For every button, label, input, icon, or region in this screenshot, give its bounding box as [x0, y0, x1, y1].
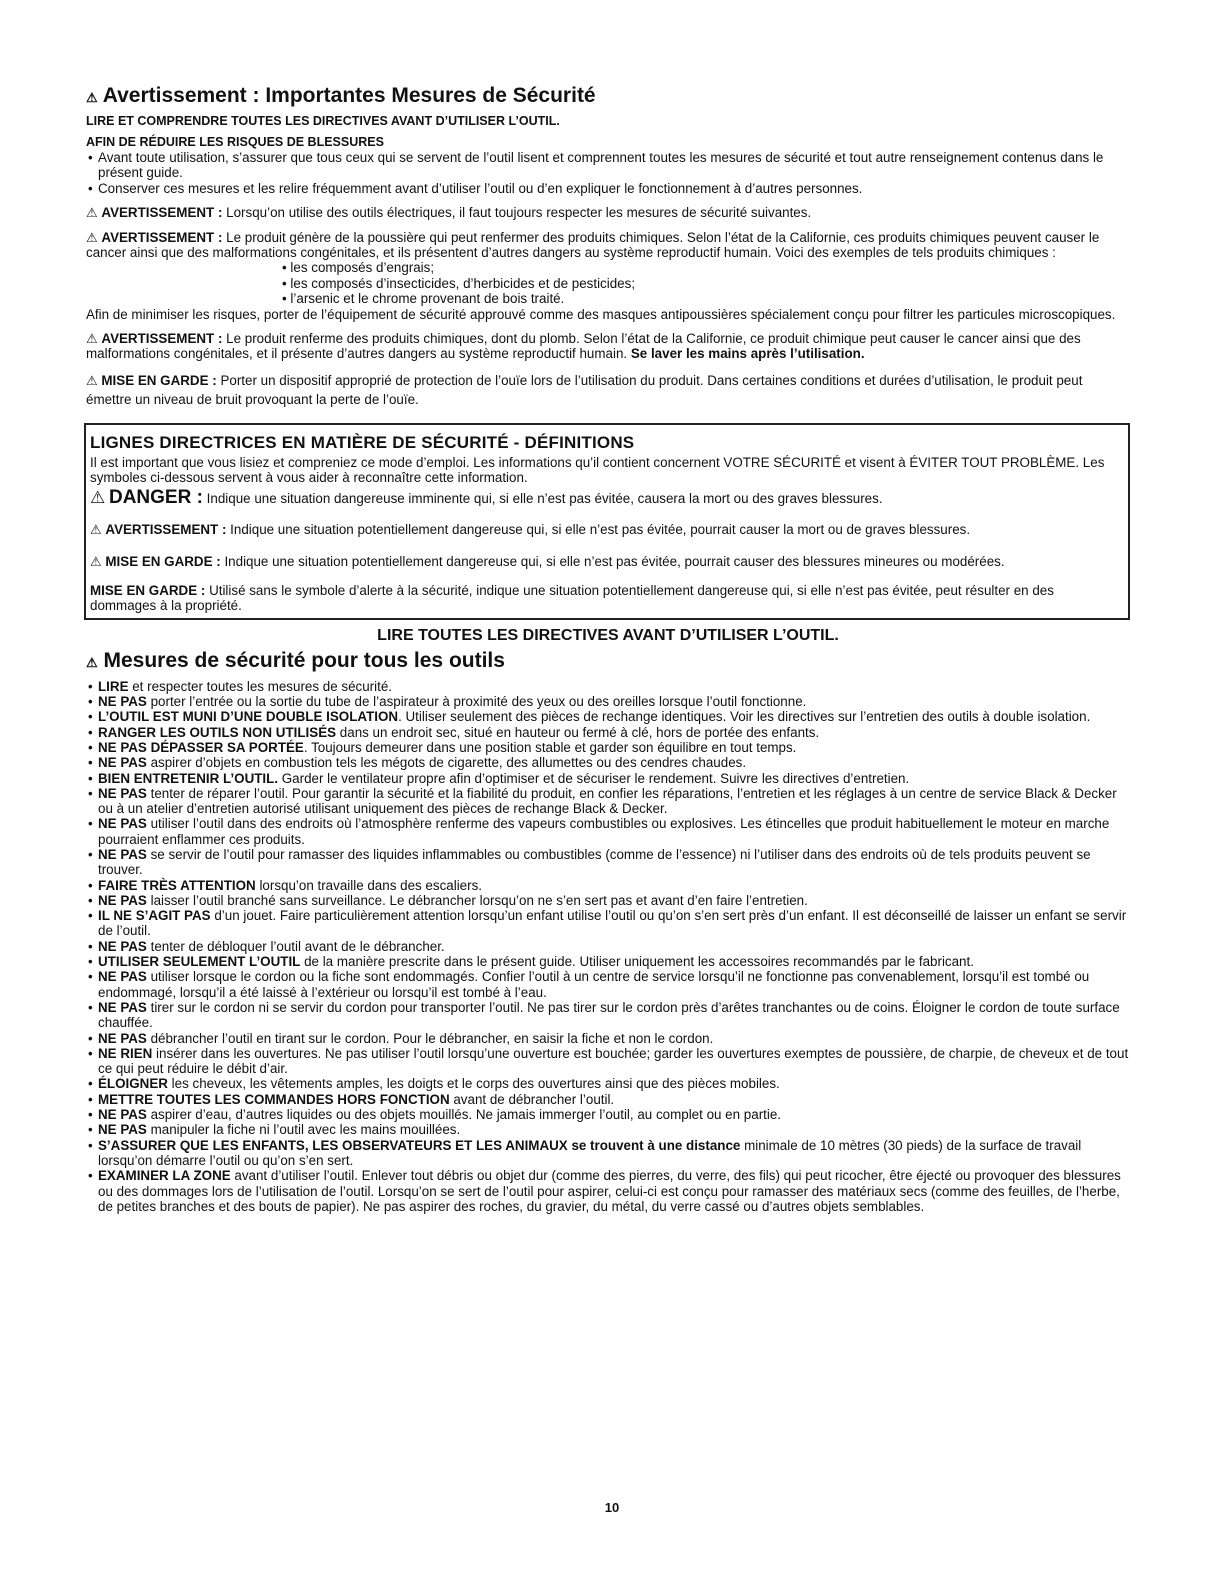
list-item [86, 1122, 1130, 1137]
rule-keyword: EXAMINER LA ZONE [98, 1168, 231, 1184]
rule-text: d’un jouet. Faire particulièrement attention lorsqu’un enfant utilise l’outil ou qu’on s’en sert près d’un enfant. Il est déconseillé de laisser un enfant se servir de l’outil. [98, 908, 1127, 939]
list-item [86, 1046, 1130, 1077]
rule-text: aspirer d’eau, d’autres liquides ou des objets mouillés. Ne jamais immerger l’outil, au complet ou en partie. [146, 1107, 782, 1123]
caution-paragraph [86, 371, 1130, 409]
list-item: • l’arsenic et le chrome provenant de bois traité. [282, 291, 1130, 306]
warning-triangle-icon: ⚠ [86, 229, 98, 245]
list-item [86, 755, 1130, 770]
rule-text: . Toujours demeurer dans une position stable et garder son équilibre en tout temps. [303, 739, 797, 755]
list-item: • Conserver ces mesures et les relire fréquemment avant d’utiliser l’outil ou d’en expliquer le fonctionnement à d’autres personnes. [86, 181, 1130, 196]
read-instructions-heading: LIRE ET COMPRENDRE TOUTES LES DIRECTIVES AVANT D’UTILISER L’OUTIL. [86, 114, 560, 128]
reduce-risk-heading: AFIN DE RÉDUIRE LES RISQUES DE BLESSURES [86, 135, 384, 149]
warning-text: Le produit renferme des produits chimiques, dont du plomb. Selon l’état de la Californie, ce produit chimique peut causer le cancer ainsi que des malformations congénitales, et il présente d’autres dangers au système reproductif humain. [86, 331, 1081, 362]
warning-paragraph [86, 205, 1130, 220]
rule-keyword: NE PAS [98, 892, 147, 908]
list-item [86, 1092, 1130, 1107]
warning-triangle-icon: ⚠ [90, 522, 102, 538]
rule-text: manipuler la fiche ni l’outil avec les mains mouillées. [146, 1122, 461, 1138]
page-title-text: Avertissement : Importantes Mesures de Sécurité [102, 84, 596, 107]
caution-def-text: Indique une situation potentiellement dangereuse qui, si elle n’est pas évitée, pourrait causer des blessures mineures ou modérées. [224, 553, 1005, 569]
rule-text: tenter de réparer l’outil. Pour garantir la sécurité et la fiabilité du produit, en confier les réparations, l’entretien et les réglages à un centre de service Black & Decker ou à un atelier d’entretien autorisé utilisant uniquement des pièces de rechange Black & Decker. [98, 785, 1117, 817]
warning-triangle-icon: ⚠ [86, 372, 98, 388]
manual-page [86, 84, 1130, 1214]
rule-text: tenter de débloquer l’outil avant de le débrancher. [146, 938, 445, 954]
list-item [86, 908, 1130, 939]
list-item [86, 816, 1130, 847]
page-title [86, 84, 1130, 110]
rule-text: porter l’entrée ou la sortie du tube de l’aspirateur à proximité des yeux ou des oreilles lorsque l’outil fonctionne. [146, 694, 807, 710]
list-item [86, 939, 1130, 954]
list-item [86, 725, 1130, 740]
list-item: • les composés d’insecticides, d’herbicides et de pesticides; [282, 276, 1130, 291]
danger-label: DANGER : [108, 486, 203, 508]
rule-text: laisser l’outil branché sans surveillance. Le débrancher lorsqu’on ne s’en sert pas et avant d’en faire l’entretien. [146, 892, 808, 908]
rule-text: tirer sur le cordon ni se servir du cordon pour transporter l’outil. Ne pas tirer sur le cordon près d’arêtes tranchantes ou de coins. Éloigner le cordon de toute surface chauffée. [98, 999, 1120, 1031]
caution-property-label: MISE EN GARDE : [90, 582, 206, 598]
warning-def-label: AVERTISSEMENT : [105, 522, 227, 538]
rule-keyword: L’OUTIL EST MUNI D’UNE DOUBLE ISOLATION [98, 709, 399, 725]
danger-definition [90, 486, 1118, 508]
list-item [86, 679, 1130, 694]
list-item [86, 709, 1130, 724]
list-item [86, 1031, 1130, 1046]
rule-keyword: LIRE [98, 678, 129, 694]
rule-text: Garder le ventilateur propre afin d’optimiser et de sécuriser le rendement. Suivre les directives d’entretien. [278, 770, 910, 786]
list-item [86, 1168, 1130, 1214]
read-all-heading: LIRE TOUTES LES DIRECTIVES AVANT D’UTILISER L’OUTIL. [377, 626, 839, 644]
rule-keyword: METTRE TOUTES LES COMMANDES HORS FONCTION [98, 1091, 450, 1107]
rule-text: avant d’utiliser l’outil. Enlever tout débris ou objet dur (comme des pierres, du verre, des fils) qui peut ricocher, être éjecté ou provoquer des blessures ou des dommages lors de l’utilisation de l’outil. Lorsqu’on se sert de l’outil pour aspirer, celui-ci est conçu pour ramasser des matériaux secs (comme des feuilles, de l’herbe, de petites branches et des bouts de papier). Ne pas aspirer des roches, du gravier, du métal, du verre cassé ou d’autres objets semblables. [98, 1168, 1121, 1214]
list-item [86, 1138, 1130, 1169]
rule-keyword: NE PAS DÉPASSER SA PORTÉE [98, 739, 304, 755]
rule-text: aspirer d’objets en combustion tels les mégots de cigarette, des allumettes ou des cendres chaudes. [146, 755, 747, 771]
rule-keyword: NE PAS [98, 816, 147, 832]
safety-rules-list [86, 679, 1130, 1214]
warning-paragraph [86, 331, 1130, 362]
rule-text: dans un endroit sec, situé en hauteur ou fermé à clé, hors de portée des enfants. [336, 724, 820, 740]
rule-keyword: BIEN ENTRETENIR L’OUTIL. [98, 770, 279, 786]
rule-keyword: NE PAS [98, 755, 147, 771]
rule-keyword: IL NE S’AGIT PAS [98, 908, 211, 924]
warning-triangle-icon: ⚠ [86, 331, 98, 347]
rule-text: lorsqu’on travaille dans des escaliers. [255, 877, 482, 893]
warning-paragraph [86, 230, 1130, 261]
warning-triangle-icon: ⚠ [86, 205, 98, 221]
rule-keyword: RANGER LES OUTILS NON UTILISÉS [98, 724, 337, 740]
warning-label: AVERTISSEMENT : [101, 229, 223, 245]
rule-keyword: UTILISER SEULEMENT L’OUTIL [98, 954, 301, 970]
rule-keyword: NE PAS [98, 846, 147, 862]
caution-definition [90, 554, 1118, 569]
rule-text: débrancher l’outil en tirant sur le cordon. Pour le débrancher, en saisir la fiche et non le cordon. [146, 1030, 714, 1046]
definitions-intro: Il est important que vous lisiez et compreniez ce mode d’emploi. Les informations qu’il contient concernent VOTRE SÉCURITÉ et visent à ÉVITER TOUT PROBLÈME. Les symboles ci-dessous servent à vous aider à reconnaître cette information. [90, 454, 1105, 486]
caution-property-definition [90, 583, 1118, 614]
warning-triangle-icon: ⚠ [86, 90, 98, 105]
rule-text: minimale de 10 mètres (30 pieds) de la surface de travail lorsqu’on démarre l’outil ou qu’on s’en sert. [98, 1137, 1082, 1168]
warning-triangle-icon: ⚠ [90, 487, 106, 507]
rule-keyword: NE RIEN [98, 1045, 153, 1061]
list-item [86, 1107, 1130, 1122]
rule-keyword: NE PAS [98, 785, 147, 801]
rule-keyword: NE PAS [98, 694, 147, 710]
rule-keyword: NE PAS [98, 1107, 147, 1123]
rule-keyword: NE PAS [98, 938, 147, 954]
rule-text: utiliser l’outil dans des endroits où l’atmosphère renferme des vapeurs combustibles ou explosives. Les étincelles que produit habituellement le moteur en marche pourraient enflammer ces produits. [98, 816, 1110, 847]
rule-keyword: FAIRE TRÈS ATTENTION [98, 877, 256, 893]
list-item [86, 694, 1130, 709]
danger-text: Indique une situation dangereuse imminente qui, si elle n’est pas évitée, causera la mort ou des graves blessures. [206, 490, 883, 506]
list-item: • les composés d’engrais; [282, 260, 1130, 275]
page-number: 10 [604, 1500, 620, 1515]
warning-triangle-icon: ⚠ [86, 654, 98, 670]
rule-text: et respecter toutes les mesures de sécurité. [128, 678, 392, 694]
list-item [86, 1000, 1130, 1031]
warning-def-text: Indique une situation potentiellement dangereuse qui, si elle n’est pas évitée, pourrait causer la mort ou de graves blessures. [230, 522, 971, 538]
warning-text: Lorsqu’on utilise des outils électriques, il faut toujours respecter les mesures de sécurité suivantes. [226, 205, 812, 221]
warning-definition [90, 522, 1118, 537]
list-item: • Avant toute utilisation, s’assurer que tous ceux qui se servent de l’outil lisent et comprennent toutes les mesures de sécurité et tout autre renseignement contenus dans le présent guide. [86, 150, 1130, 181]
rule-text: utiliser lorsque le cordon ou la fiche sont endommagés. Confier l’outil à un centre de service lorsqu’il ne fonctionne pas convenablement, lorsqu’il est tombé ou endommagé, lorsqu’il a été laissé à l’extérieur ou lorsqu’il est tombé à l’eau. [98, 969, 1090, 1000]
list-item [86, 786, 1130, 817]
definitions-box [84, 423, 1130, 620]
rule-keyword: NE PAS [98, 969, 147, 985]
rule-text: . Utiliser seulement des pièces de rechange identiques. Voir les directives sur l’entretien des outils à double isolation. [398, 709, 1091, 725]
list-item [86, 1076, 1130, 1091]
caution-text: Porter un dispositif approprié de protection de l’ouïe lors de l’utilisation du produit. Dans certaines conditions et durées d’utilisation, le produit peut émettre un niveau de bruit provoquant la perte de l’ouïe. [86, 372, 1083, 407]
rule-keyword: ÉLOIGNER [98, 1076, 168, 1092]
chemicals-list [282, 260, 1130, 306]
warning-followup: Afin de minimiser les risques, porter de l’équipement de sécurité approuvé comme des masques antipoussières spécialement conçu pour filtrer les particules microscopiques. [86, 306, 1116, 322]
warning-text: Le produit génère de la poussière qui peut renfermer des produits chimiques. Selon l’état de la Californie, ces produits chimiques peuvent causer le cancer ainsi que des malformations congénitales, et ils présentent d’autres dangers au système reproductif humain. Voici des exemples de tels produits chimiques : [86, 229, 1100, 261]
rule-text: de la manière prescrite dans le présent guide. Utiliser uniquement les accessoires recommandés par le fabricant. [300, 954, 974, 970]
rule-text: insérer dans les ouvertures. Ne pas utiliser l’outil lorsqu’une ouverture est bouchée; garder les ouvertures exemptes de poussière, de charpie, de cheveux et de tout ce qui peut réduire le débit d’air. [98, 1045, 1129, 1077]
rule-text: avant de débrancher l’outil. [449, 1091, 615, 1107]
caution-label: MISE EN GARDE : [101, 372, 217, 388]
intro-bullet-list [86, 150, 1130, 196]
list-item [86, 969, 1130, 1000]
list-item [86, 771, 1130, 786]
warning-triangle-icon: ⚠ [90, 553, 102, 569]
rule-keyword: NE PAS [98, 1122, 147, 1138]
warning-bold-text: Se laver les mains après l’utilisation. [630, 346, 865, 362]
rule-keyword: S’ASSURER QUE LES ENFANTS, LES OBSERVATEURS ET LES ANIMAUX se trouvent à une distance [98, 1137, 741, 1153]
list-item [86, 847, 1130, 878]
warning-label: AVERTISSEMENT : [101, 331, 223, 347]
caution-property-text: Utilisé sans le symbole d’alerte à la sécurité, indique une situation potentiellement dangereuse qui, si elle n’est pas évitée, peut résulter en des dommages à la propriété. [90, 582, 1054, 614]
definitions-title: LIGNES DIRECTRICES EN MATIÈRE DE SÉCURITÉ - DÉFINITIONS [90, 432, 635, 452]
rule-keyword: NE PAS [98, 1030, 147, 1046]
caution-def-label: MISE EN GARDE : [105, 553, 221, 569]
safety-title [86, 649, 1130, 675]
list-item [86, 878, 1130, 893]
list-item [86, 954, 1130, 969]
rule-text: se servir de l’outil pour ramasser des liquides inflammables ou combustibles (comme de l’essence) ni l’utiliser dans des endroits où de tels produits peuvent se trouver. [98, 846, 1091, 878]
list-item [86, 740, 1130, 755]
list-item [86, 893, 1130, 908]
warning-label: AVERTISSEMENT : [101, 205, 223, 221]
rule-text: les cheveux, les vêtements amples, les doigts et le corps des ouvertures ainsi que des pièces mobiles. [167, 1076, 780, 1092]
safety-section [86, 649, 1130, 1214]
rule-keyword: NE PAS [98, 999, 147, 1015]
safety-title-text: Mesures de sécurité pour tous les outils [103, 648, 505, 672]
